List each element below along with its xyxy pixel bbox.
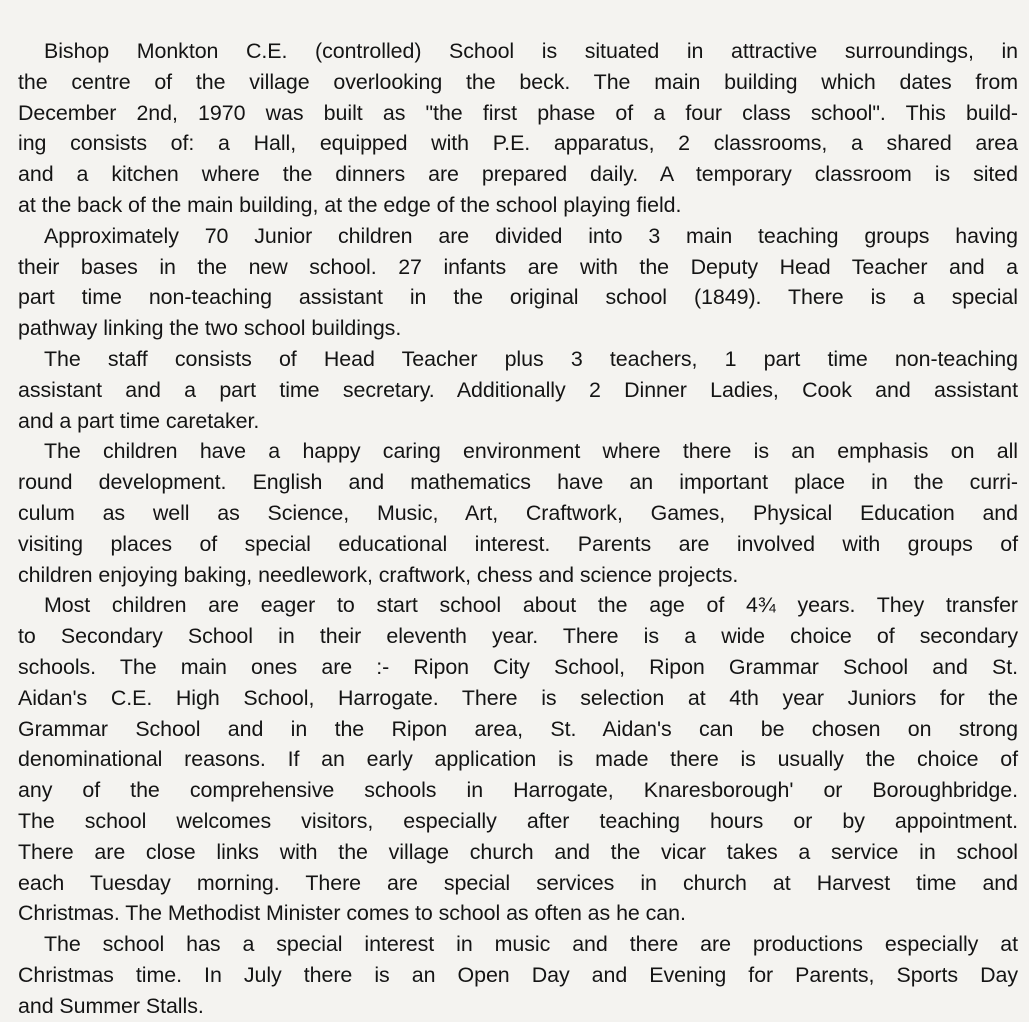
- text-line: schools. The main ones are :- Ripon City School, Ripon Grammar School and St.: [18, 654, 1018, 679]
- text-line: Approximately 70 Junior children are divided into 3 main teaching groups having: [44, 223, 1018, 248]
- text-line: The school has a special interest in music and there are productions especially at: [44, 932, 1018, 957]
- text-line: pathway linking the two school buildings.: [18, 316, 402, 341]
- text-line: culum as well as Science, Music, Art, Craftwork, Games, Physical Education and: [18, 500, 1018, 525]
- text-line: Christmas time. In July there is an Open Day and Evening for Parents, Sports Day: [18, 962, 1018, 987]
- text-line: December 2nd, 1970 was built as "the first phase of a four class school". This build-: [18, 100, 1018, 125]
- text-line: Bishop Monkton C.E. (controlled) School is situated in attractive surroundings, in: [44, 39, 1018, 63]
- paragraph-music: [18, 929, 1018, 1021]
- text-line: and a part time caretaker.: [18, 408, 260, 433]
- text-line: their bases in the new school. 27 infants are with the Deputy Head Teacher and a: [18, 254, 1018, 279]
- text-line: There are close links with the village church and the vicar takes a service in school: [18, 839, 1018, 864]
- text-line: The staff consists of Head Teacher plus 3 teachers, 1 part time non-teaching: [44, 346, 1018, 371]
- paragraph-school-building: [18, 36, 1018, 221]
- text-line: assistant and a part time secretary. Additionally 2 Dinner Ladies, Cook and assistant: [18, 377, 1018, 402]
- text-line: Christmas. The Methodist Minister comes to school as often as he can.: [18, 901, 686, 926]
- text-line: round development. English and mathematics have an important place in the curri-: [18, 470, 1018, 495]
- document-body: [18, 36, 1018, 1022]
- text-line: children enjoying baking, needlework, craftwork, chess and science projects.: [18, 562, 739, 587]
- text-line: and Summer Stalls.: [18, 993, 204, 1018]
- paragraph-children-groups: [18, 221, 1018, 344]
- text-line: and a kitchen where the dinners are prepared daily. A temporary classroom is sited: [18, 162, 1018, 187]
- text-line: to Secondary School in their eleventh year. There is a wide choice of secondary: [18, 624, 1018, 649]
- text-line: The children have a happy caring environment where there is an emphasis on all: [44, 439, 1018, 464]
- text-line: Aidan's C.E. High School, Harrogate. There is selection at 4th year Juniors for the: [18, 685, 1018, 710]
- text-line: The school welcomes visitors, especially after teaching hours or by appointment.: [18, 808, 1018, 833]
- text-line: any of the comprehensive schools in Harrogate, Knaresborough' or Boroughbridge.: [18, 778, 1018, 803]
- text-line: part time non-teaching assistant in the original school (1849). There is a special: [18, 285, 1018, 310]
- text-line: denominational reasons. If an early application is made there is usually the choice of: [18, 747, 1018, 772]
- paragraph-secondary-schools: [18, 590, 1018, 929]
- text-line: each Tuesday morning. There are special services in church at Harvest time and: [18, 870, 1018, 895]
- text-line: Grammar School and in the Ripon area, St. Aidan's can be chosen on strong: [18, 716, 1018, 741]
- text-line: at the back of the main building, at the edge of the school playing field.: [18, 192, 682, 217]
- paragraph-staff: [18, 344, 1018, 436]
- text-line: Most children are eager to start school about the age of 4¾ years. They transfer: [44, 593, 1018, 618]
- text-line: ing consists of: a Hall, equipped with P.E. apparatus, 2 classrooms, a shared area: [18, 131, 1018, 156]
- text-line: the centre of the village overlooking the beck. The main building which dates from: [18, 69, 1018, 94]
- paragraph-environment: [18, 436, 1018, 590]
- text-line: visiting places of special educational interest. Parents are involved with groups of: [18, 531, 1018, 556]
